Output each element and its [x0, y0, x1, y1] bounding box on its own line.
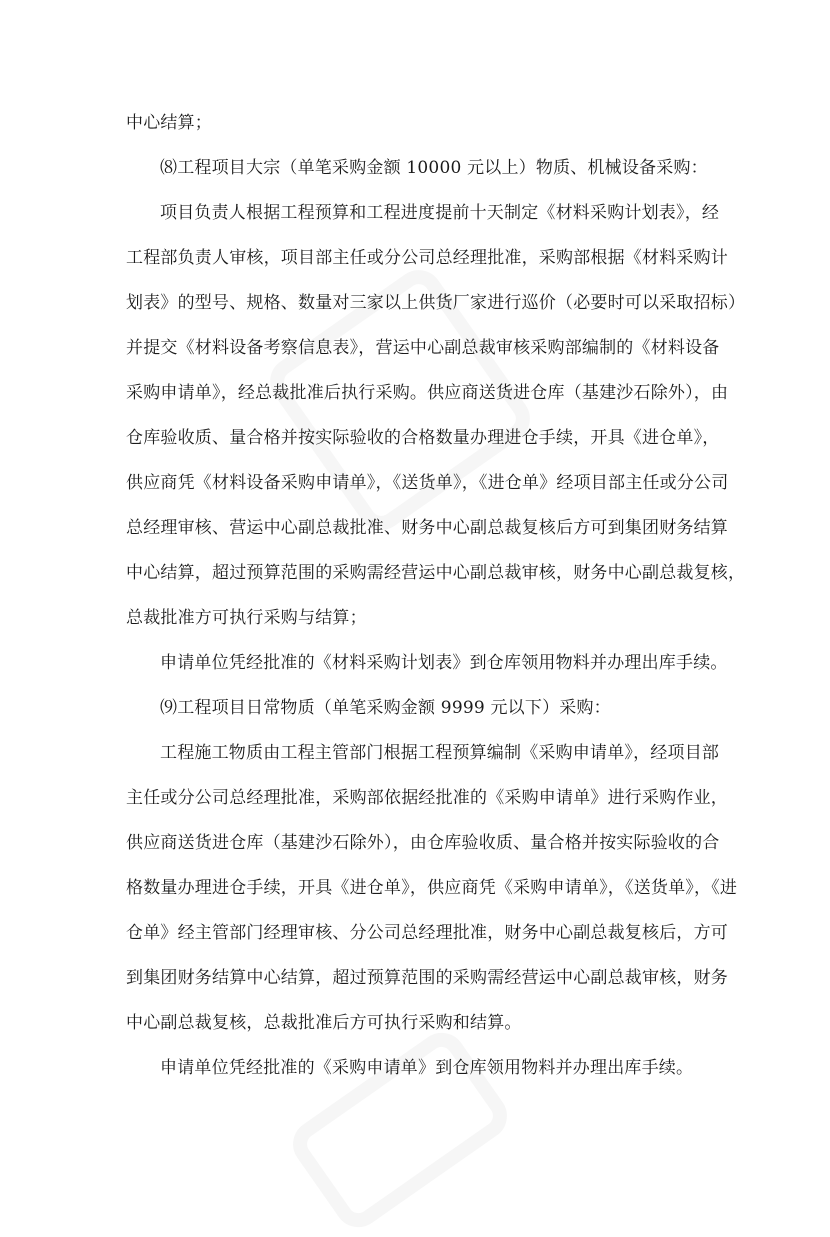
paragraph-line: 主任或分公司总经理批准，采购部依据经批准的《采购申请单》进行采购作业， — [126, 788, 728, 808]
watermark-logo — [284, 1023, 517, 1236]
paragraph-line: 申请单位凭经批准的《采购申请单》到仓库领用物料并办理出库手续。 — [160, 1058, 694, 1078]
paragraph-line: 工程施工物质由工程主管部门根据工程预算编制《采购申请单》，经项目部 — [160, 743, 720, 763]
paragraph-line: 总裁批准方可执行采购与结算； — [126, 608, 367, 628]
paragraph-line: 供应商凭《材料设备采购申请单》，《送货单》，《进仓单》经项目部主任或分公司 — [126, 473, 729, 493]
paragraph-line: 采购申请单》，经总裁批准后执行采购。供应商送货进仓库（基建沙石除外），由 — [126, 383, 729, 403]
paragraph-line: 到集团财务结算中心结算，超过预算范围的采购需经营运中心副总裁审核，财务 — [126, 968, 728, 988]
paragraph-line: 仓单》经主管部门经理审核、分公司总经理批准，财务中心副总裁复核后，方可 — [126, 923, 728, 943]
paragraph-line: 划表》的型号、规格、数量对三家以上供货厂家进行巡价（必要时可以采取招标） — [126, 293, 746, 313]
paragraph-line: 中心结算； — [126, 113, 212, 133]
paragraph-line: 项目负责人根据工程预算和工程进度提前十天制定《材料采购计划表》，经 — [160, 203, 720, 223]
paragraph-line: 工程部负责人审核，项目部主任或分公司总经理批准，采购部根据《材料采购计 — [126, 248, 728, 268]
paragraph-line: 总经理审核、营运中心副总裁批准、财务中心副总裁复核后方可到集团财务结算 — [126, 518, 728, 538]
paragraph-line: 中心结算，超过预算范围的采购需经营运中心副总裁审核，财务中心副总裁复核， — [126, 563, 746, 583]
paragraph-line: 供应商送货进仓库（基建沙石除外），由仓库验收质、量合格并按实际验收的合 — [126, 833, 720, 853]
section-heading-8: ⑻工程项目大宗（单笔采购金额 10000 元以上）物质、机械设备采购： — [160, 158, 708, 178]
paragraph-line: 并提交《材料设备考察信息表》，营运中心副总裁审核采购部编制的《材料设备 — [126, 338, 720, 358]
paragraph-line: 中心副总裁复核，总裁批准后方可执行采购和结算。 — [126, 1013, 522, 1033]
paragraph-line: 申请单位凭经批准的《材料采购计划表》到仓库领用物料并办理出库手续。 — [160, 653, 728, 673]
section-heading-9: ⑼工程项目日常物质（单笔采购金额 9999 元以下）采购： — [160, 698, 611, 718]
paragraph-line: 格数量办理进仓手续，开具《进仓单》，供应商凭《采购申请单》，《送货单》，《进 — [126, 878, 738, 898]
paragraph-line: 仓库验收质、量合格并按实际验收的合格数量办理进仓手续，开具《进仓单》， — [126, 428, 720, 448]
